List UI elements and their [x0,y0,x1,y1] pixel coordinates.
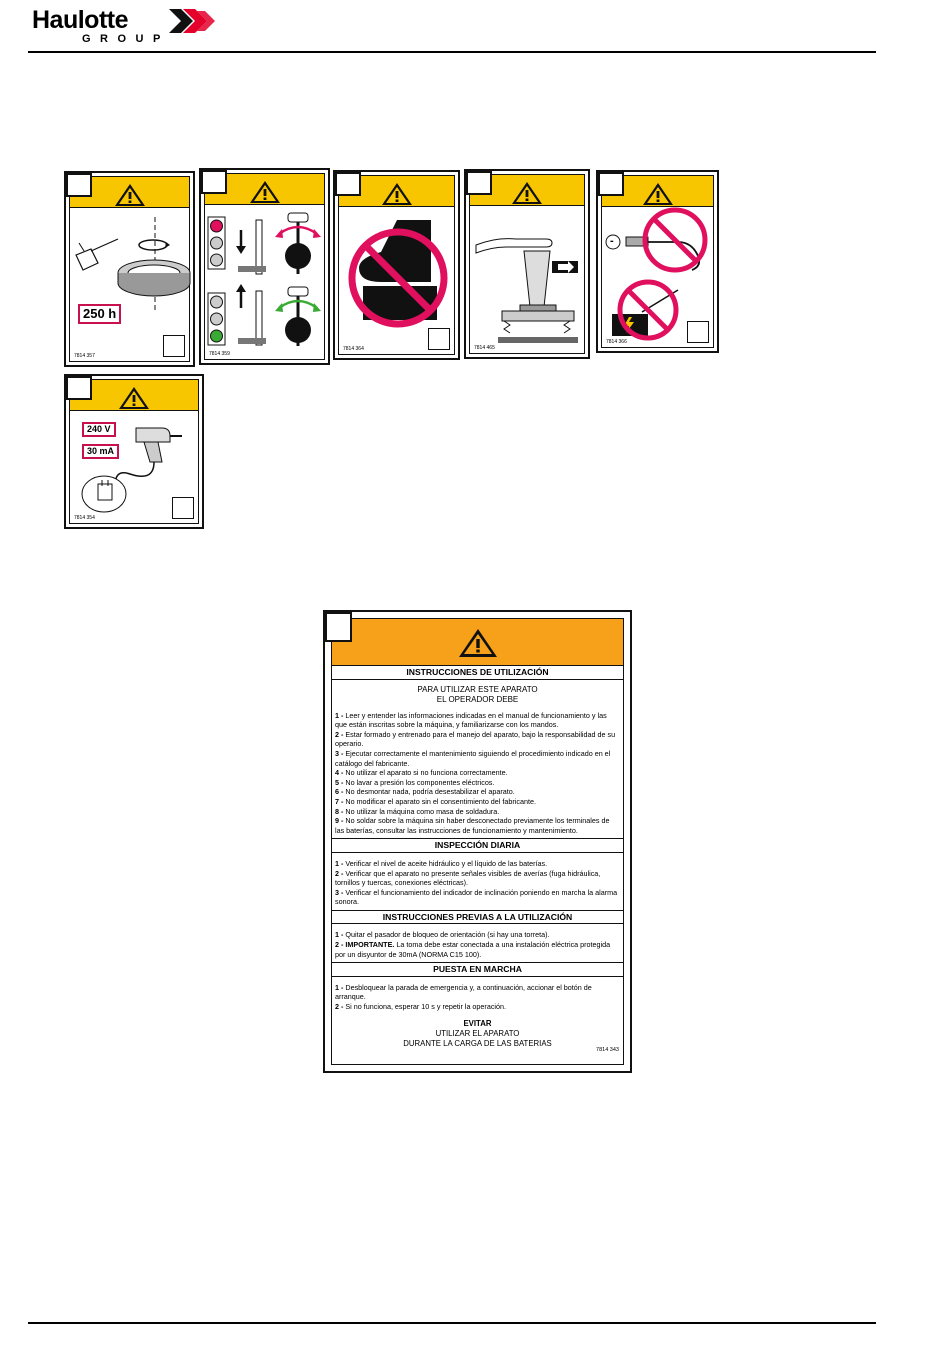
manual-book-icon [428,328,450,350]
pre-use-list [332,924,623,962]
list-item: 2 - Estar formado y entrenado para el manejo del aparato, bajo la responsabilidad de su operario. [335,729,616,749]
decal-code: 7814 354 [74,515,95,521]
list-item: 3 - Verificar el funcionamiento del indicador de inclinación poniendo en marcha la alarma sonora. [335,887,618,907]
list-item: 1 - Verificar el nivel de aceite hidráulico y el líquido de las baterías. [335,858,548,868]
list-item: 2 - Verificar que el aparato no presente señales visibles de averías (fuga hidráulica, tornillos y tuercas, conexiones eléctricas). [335,868,601,888]
usage-subheading: PARA UTILIZAR ESTE APARATO EL OPERADOR DEBE [417,684,538,704]
section-title-start-up: PUESTA EN MARCHA [332,962,623,977]
decal-code: 7814 366 [606,339,627,345]
manual-book-icon [687,321,709,343]
list-item: 4 - No utilizar el aparato si no funciona correctamente. [335,768,508,778]
interval-tag: 250 h [78,304,121,324]
header-rule [28,51,876,53]
list-item: 1 - Leer y entender las informaciones indicadas en el manual de funcionamiento y las que están inscritas sobre la máquina, y familiarizarse con los mandos. [335,710,607,730]
usage-list [332,709,623,839]
list-item: 1 - Desbloquear la parada de emergencia y, a continuación, accionar el botón de arranque. [335,982,592,1002]
decal-drive-direction [199,168,330,365]
logo-chevrons-icon [169,9,217,33]
traffic-light-steering-illustration [201,170,332,367]
decal-number-box [325,612,352,642]
decal-code: 7814 357 [74,353,95,359]
list-item: 7 - No modificar el aparato sin el consentimiento del fabricante. [335,796,536,806]
warning-triangle-icon [458,628,498,658]
start-up-list [332,977,623,1015]
logo-group-text: GROUP [82,33,170,45]
hand-platform-illustration [466,171,592,361]
manual-book-icon [163,335,185,357]
section-title-pre-use: INSTRUCCIONES PREVIAS A LA UTILIZACIÓN [332,910,623,925]
section-title-daily-inspection: INSPECCIÓN DIARIA [332,838,623,853]
decal-battery [596,170,719,353]
decal-code: 7814 465 [474,345,495,351]
decal-no-step [333,170,460,360]
voltage-tag: 240 V [82,422,116,437]
list-item: 3 - Ejecutar correctamente el mantenimiento siguiendo el procedimiento indicado en el catálogo del fabricante. [335,748,611,768]
decal-electrical-supply [64,374,204,529]
decal-lubrication [64,171,195,367]
decal-code: 7814 364 [343,346,364,352]
footer-rule [28,1322,876,1324]
decal-operating-instructions [323,610,632,1073]
list-item: 8 - No utilizar la máquina como masa de soldadura. [335,806,500,816]
logo-wordmark: Haulotte [32,6,128,34]
haulotte-logo [32,6,202,46]
list-item: 2 - IMPORTANTE. La toma debe estar conectada a una instalación eléctrica protegida por un disyuntor de 30mA (NORMA C15 100). [335,940,611,959]
negative-terminal-label: - [610,235,614,247]
decal-code: 7814 343 [596,1047,619,1054]
decal-hand-crush [464,169,590,359]
list-item: 1 - Quitar el pasador de bloqueo de orientación (si hay una torreta). [335,930,550,940]
decal-code: 7814 359 [209,351,230,357]
manual-book-icon [172,497,194,519]
list-item: 9 - No soldar sobre la máquina sin haber desconectado previamente los terminales de las baterías, consultar las instrucciones de funcionamiento y mantenimiento. [335,816,610,835]
list-item: 5 - No lavar a presión los componentes eléctricos. [335,777,495,787]
avoid-notice: EVITAR UTILIZAR EL APARATO DURANTE LA CARGA DE LAS BATERIAS [403,1018,552,1048]
list-item: 6 - No desmontar nada, podría desestabilizar el aparato. [335,787,515,797]
list-item: 2 - Si no funciona, esperar 10 s y repetir la operación. [335,1002,507,1012]
current-tag: 30 mA [82,444,119,459]
warning-band [332,619,623,666]
daily-inspection-list [332,853,623,910]
section-title-usage: INSTRUCCIONES DE UTILIZACIÓN [332,666,623,680]
